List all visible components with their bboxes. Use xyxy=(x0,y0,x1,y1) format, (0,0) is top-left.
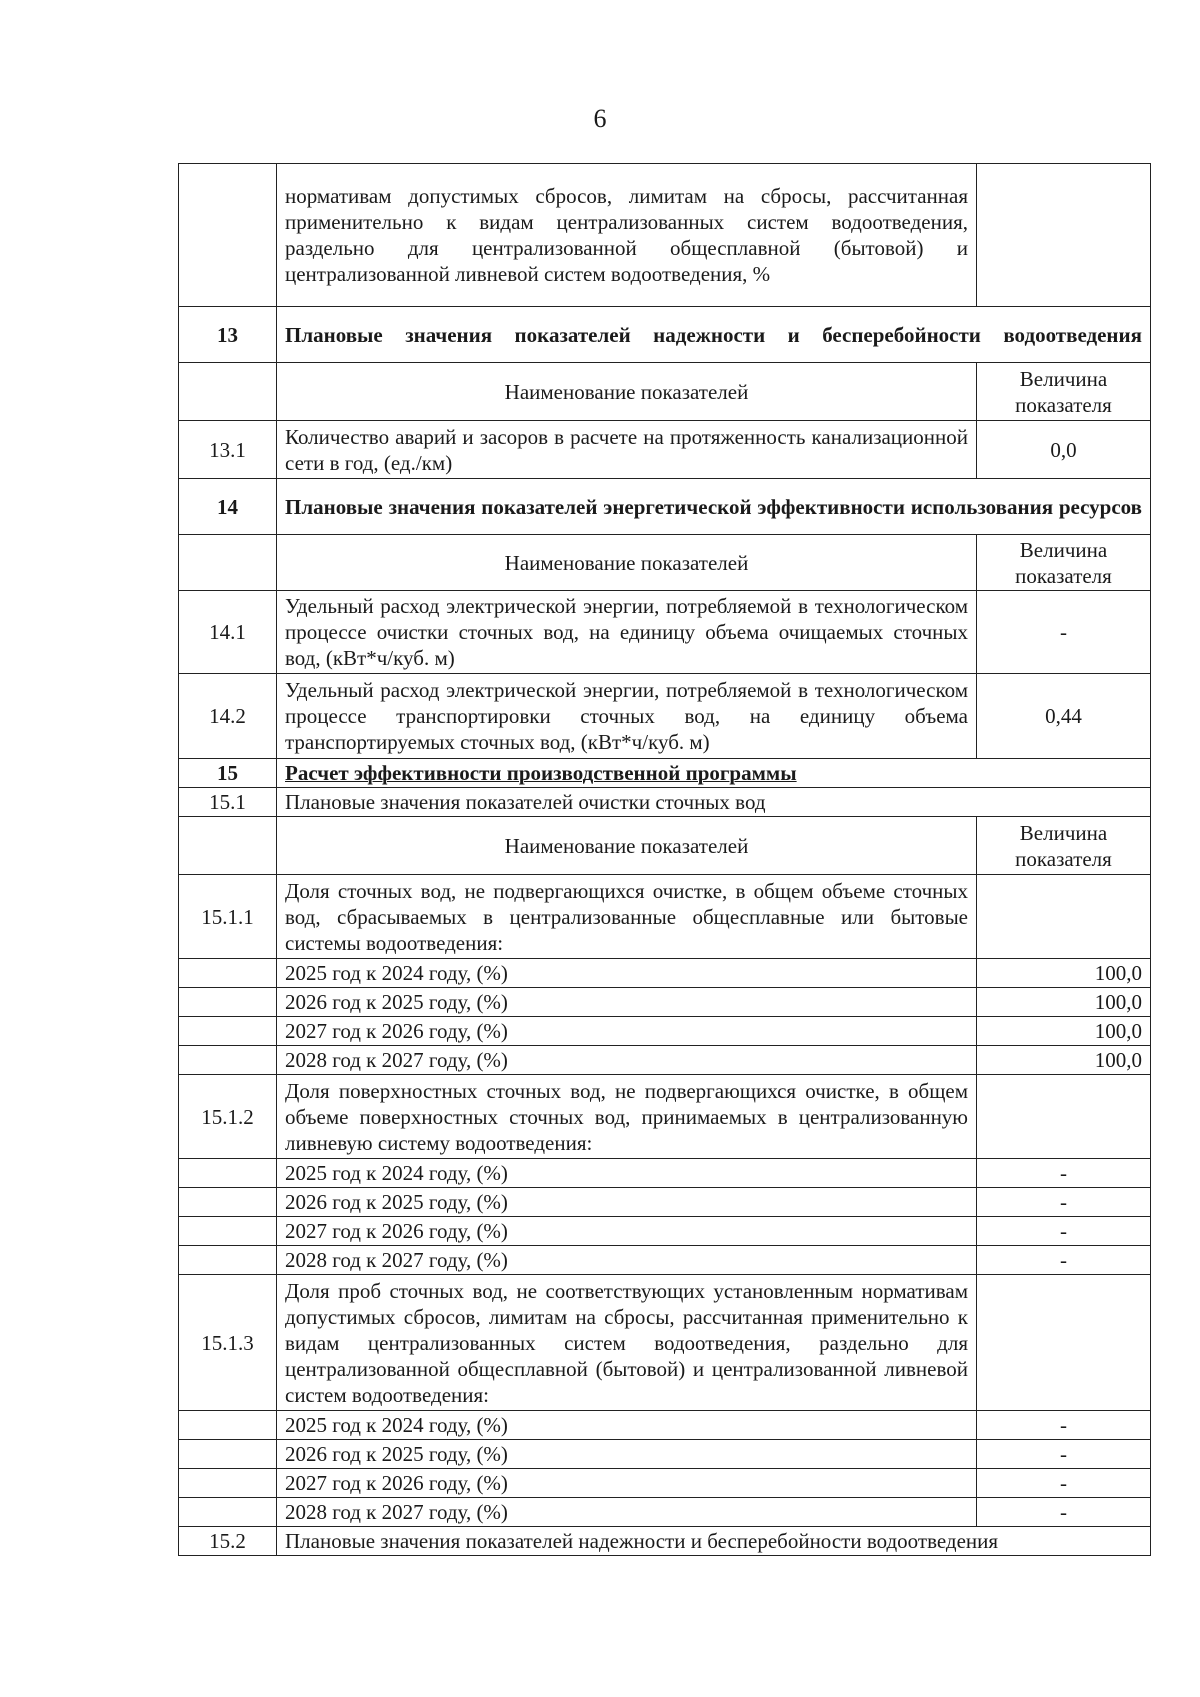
year-value: - xyxy=(977,1159,1151,1188)
year-row xyxy=(179,988,1151,1017)
year-value: 100,0 xyxy=(977,1017,1151,1046)
year-value: - xyxy=(977,1469,1151,1498)
year-value: 100,0 xyxy=(977,988,1151,1017)
subsection-title: Плановые значения показателей очистки сточных вод xyxy=(277,788,1151,817)
year-row xyxy=(179,1017,1151,1046)
year-label: 2025 год к 2024 году, (%) xyxy=(277,1411,977,1440)
section-row xyxy=(179,307,1151,363)
year-label: 2025 год к 2024 году, (%) xyxy=(277,1159,977,1188)
table-row xyxy=(179,591,1151,674)
section-number: 15.1 xyxy=(179,788,277,817)
row-number: 14.1 xyxy=(179,591,277,674)
row-number: 13.1 xyxy=(179,421,277,479)
year-label: 2027 год к 2026 году, (%) xyxy=(277,1017,977,1046)
row-number-cell xyxy=(179,988,277,1017)
year-value: - xyxy=(977,1498,1151,1527)
year-value: - xyxy=(977,1246,1151,1275)
column-header-value: Величина показателя xyxy=(977,535,1151,591)
year-row xyxy=(179,1159,1151,1188)
column-header-name: Наименование показателей xyxy=(277,363,977,421)
row-number-cell xyxy=(179,817,277,875)
indicators-table xyxy=(178,163,1151,1556)
year-row xyxy=(179,959,1151,988)
table-row xyxy=(179,164,1151,307)
year-value: - xyxy=(977,1188,1151,1217)
year-label: 2026 год к 2025 году, (%) xyxy=(277,1440,977,1469)
year-value: 100,0 xyxy=(977,1046,1151,1075)
row-number-cell xyxy=(179,1440,277,1469)
indicator-text: Удельный расход электрической энергии, потребляемой в технологическом процессе очистки сточных вод, на единицу объема очищаемых сточных вод, (кВт*ч/куб. м) xyxy=(277,591,977,674)
row-number-cell xyxy=(179,959,277,988)
year-row xyxy=(179,1046,1151,1075)
row-number-cell xyxy=(179,1246,277,1275)
year-row xyxy=(179,1188,1151,1217)
indicator-text: Доля сточных вод, не подвергающихся очистке, в общем объеме сточных вод, сбрасываемых в централизованные общесплавные или бытовые системы водоотведения: xyxy=(277,875,977,959)
table-row xyxy=(179,1275,1151,1411)
year-label: 2028 год к 2027 году, (%) xyxy=(277,1046,977,1075)
section-number: 15.2 xyxy=(179,1527,277,1556)
section-row xyxy=(179,479,1151,535)
year-label: 2027 год к 2026 году, (%) xyxy=(277,1469,977,1498)
year-label: 2026 год к 2025 году, (%) xyxy=(277,1188,977,1217)
section-number: 13 xyxy=(179,307,277,363)
section-row xyxy=(179,759,1151,788)
row-number-cell xyxy=(179,1188,277,1217)
subsection-row xyxy=(179,788,1151,817)
indicator-text: Доля проб сточных вод, не соответствующих установленным нормативам допустимых сбросов, лимитам на сбросы, рассчитанная применительно к видам централизованных систем водоотведения, раздельно для централизованной общесплавной (бытовой) и централизованной ливневой систем водоотведения: xyxy=(277,1275,977,1411)
row-number-cell xyxy=(179,1411,277,1440)
indicator-text: нормативам допустимых сбросов, лимитам на сбросы, рассчитанная применительно к видам централизованных систем водоотведения, раздельно для централизованной общесплавной (бытовой) и централизованной ливневой систем водоотведения, % xyxy=(277,164,977,307)
table-row xyxy=(179,875,1151,959)
header-row xyxy=(179,363,1151,421)
row-number-cell xyxy=(179,1469,277,1498)
column-header-name: Наименование показателей xyxy=(277,535,977,591)
year-row xyxy=(179,1411,1151,1440)
header-row xyxy=(179,535,1151,591)
row-number-cell xyxy=(179,1046,277,1075)
section-number: 15 xyxy=(179,759,277,788)
year-label: 2027 год к 2026 году, (%) xyxy=(277,1217,977,1246)
section-title: Расчет эффективности производственной программы xyxy=(277,759,1151,788)
row-number: 15.1.3 xyxy=(179,1275,277,1411)
table-row xyxy=(179,1075,1151,1159)
row-number: 15.1.2 xyxy=(179,1075,277,1159)
column-header-name: Наименование показателей xyxy=(277,817,977,875)
subsection-title: Плановые значения показателей надежности и бесперебойности водоотведения xyxy=(277,1527,1151,1556)
value-cell xyxy=(977,1275,1151,1411)
row-number: 14.2 xyxy=(179,674,277,759)
table-row xyxy=(179,421,1151,479)
year-label: 2025 год к 2024 году, (%) xyxy=(277,959,977,988)
row-number-cell xyxy=(179,363,277,421)
row-number-cell xyxy=(179,535,277,591)
value-cell xyxy=(977,875,1151,959)
indicator-text: Удельный расход электрической энергии, потребляемой в технологическом процессе транспортировки сточных вод, на единицу объема транспортируемых сточных вод, (кВт*ч/куб. м) xyxy=(277,674,977,759)
column-header-value: Величина показателя xyxy=(977,363,1151,421)
row-number-cell xyxy=(179,1217,277,1246)
row-number: 15.1.1 xyxy=(179,875,277,959)
year-value: - xyxy=(977,1411,1151,1440)
year-row xyxy=(179,1498,1151,1527)
row-number-cell xyxy=(179,1159,277,1188)
section-title: Плановые значения показателей надежности и бесперебойности водоотведения xyxy=(277,307,1151,363)
year-value: 100,0 xyxy=(977,959,1151,988)
table-row xyxy=(179,674,1151,759)
row-number-cell xyxy=(179,1017,277,1046)
year-value: - xyxy=(977,1217,1151,1246)
subsection-row xyxy=(179,1527,1151,1556)
indicator-value: - xyxy=(977,591,1151,674)
value-cell xyxy=(977,1075,1151,1159)
year-label: 2026 год к 2025 году, (%) xyxy=(277,988,977,1017)
year-row xyxy=(179,1246,1151,1275)
page-number: 6 xyxy=(593,104,607,133)
indicator-text: Доля поверхностных сточных вод, не подвергающихся очистке, в общем объеме поверхностных сточных вод, принимаемых в централизованную ливневую систему водоотведения: xyxy=(277,1075,977,1159)
indicator-value: 0,0 xyxy=(977,421,1151,479)
column-header-value: Величина показателя xyxy=(977,817,1151,875)
header-row xyxy=(179,817,1151,875)
row-number-cell xyxy=(179,1498,277,1527)
section-number: 14 xyxy=(179,479,277,535)
indicator-text: Количество аварий и засоров в расчете на протяженность канализационной сети в год, (ед./км) xyxy=(277,421,977,479)
year-value: - xyxy=(977,1440,1151,1469)
year-label: 2028 год к 2027 году, (%) xyxy=(277,1498,977,1527)
row-number-cell xyxy=(179,164,277,307)
section-title: Плановые значения показателей энергетической эффективности использования ресурсов xyxy=(277,479,1151,535)
value-cell xyxy=(977,164,1151,307)
year-row xyxy=(179,1217,1151,1246)
year-row xyxy=(179,1440,1151,1469)
indicator-value: 0,44 xyxy=(977,674,1151,759)
year-label: 2028 год к 2027 году, (%) xyxy=(277,1246,977,1275)
year-row xyxy=(179,1469,1151,1498)
